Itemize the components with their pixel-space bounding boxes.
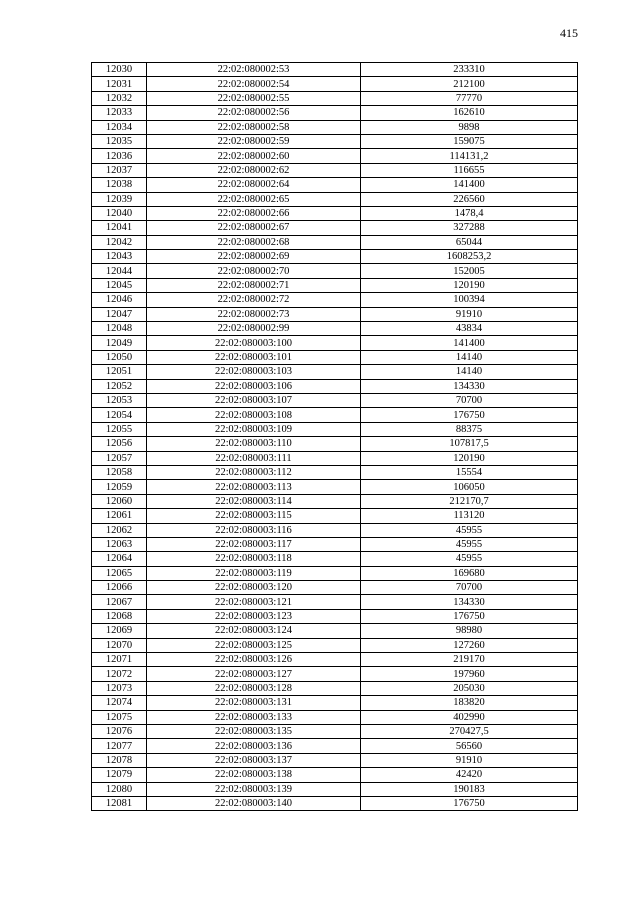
value-cell: 45955 [361,523,578,537]
cadastral-number-cell: 22:02:080003:140 [147,796,361,810]
value-cell: 116655 [361,163,578,177]
row-number-cell: 12048 [92,322,147,336]
value-cell: 205030 [361,681,578,695]
cadastral-number-cell: 22:02:080003:138 [147,768,361,782]
cadastral-table [91,62,578,811]
row-number-cell: 12037 [92,163,147,177]
row-number-cell: 12076 [92,724,147,738]
table-row [92,494,578,508]
value-cell: 65044 [361,235,578,249]
table-row [92,595,578,609]
table-row [92,365,578,379]
table-body [92,63,578,811]
cadastral-number-cell: 22:02:080003:126 [147,653,361,667]
cadastral-number-cell: 22:02:080002:59 [147,134,361,148]
row-number-cell: 12075 [92,710,147,724]
table-row [92,796,578,810]
table-row [92,480,578,494]
row-number-cell: 12080 [92,782,147,796]
value-cell: 88375 [361,422,578,436]
cadastral-number-cell: 22:02:080002:69 [147,250,361,264]
row-number-cell: 12065 [92,566,147,580]
table-row [92,609,578,623]
row-number-cell: 12062 [92,523,147,537]
cadastral-number-cell: 22:02:080003:110 [147,437,361,451]
row-number-cell: 12069 [92,624,147,638]
row-number-cell: 12043 [92,250,147,264]
value-cell: 43834 [361,322,578,336]
cadastral-number-cell: 22:02:080003:100 [147,336,361,350]
cadastral-number-cell: 22:02:080003:133 [147,710,361,724]
row-number-cell: 12068 [92,609,147,623]
row-number-cell: 12054 [92,408,147,422]
table-row [92,63,578,77]
cadastral-number-cell: 22:02:080003:115 [147,509,361,523]
value-cell: 98980 [361,624,578,638]
cadastral-number-cell: 22:02:080002:55 [147,91,361,105]
table-row [92,235,578,249]
value-cell: 134330 [361,595,578,609]
value-cell: 141400 [361,336,578,350]
table-row [92,422,578,436]
value-cell: 176750 [361,609,578,623]
value-cell: 183820 [361,696,578,710]
cadastral-number-cell: 22:02:080003:111 [147,451,361,465]
row-number-cell: 12053 [92,393,147,407]
row-number-cell: 12074 [92,696,147,710]
table-row [92,753,578,767]
row-number-cell: 12031 [92,77,147,91]
cadastral-number-cell: 22:02:080003:128 [147,681,361,695]
table-row [92,134,578,148]
value-cell: 113120 [361,509,578,523]
table-row [92,653,578,667]
cadastral-number-cell: 22:02:080003:113 [147,480,361,494]
row-number-cell: 12077 [92,739,147,753]
value-cell: 134330 [361,379,578,393]
value-cell: 212100 [361,77,578,91]
cadastral-number-cell: 22:02:080003:116 [147,523,361,537]
cadastral-number-cell: 22:02:080002:62 [147,163,361,177]
table-row [92,451,578,465]
table-row [92,581,578,595]
cadastral-number-cell: 22:02:080003:121 [147,595,361,609]
value-cell: 176750 [361,408,578,422]
cadastral-number-cell: 22:02:080003:106 [147,379,361,393]
value-cell: 141400 [361,178,578,192]
table-row [92,624,578,638]
value-cell: 100394 [361,293,578,307]
value-cell: 127260 [361,638,578,652]
cadastral-number-cell: 22:02:080002:53 [147,63,361,77]
value-cell: 56560 [361,739,578,753]
value-cell: 162610 [361,106,578,120]
cadastral-number-cell: 22:02:080002:56 [147,106,361,120]
value-cell: 212170,7 [361,494,578,508]
row-number-cell: 12033 [92,106,147,120]
cadastral-number-cell: 22:02:080003:123 [147,609,361,623]
row-number-cell: 12073 [92,681,147,695]
cadastral-number-cell: 22:02:080002:67 [147,221,361,235]
cadastral-number-cell: 22:02:080002:66 [147,206,361,220]
row-number-cell: 12066 [92,581,147,595]
table-row [92,638,578,652]
row-number-cell: 12058 [92,465,147,479]
row-number-cell: 12051 [92,365,147,379]
value-cell: 327288 [361,221,578,235]
table-row [92,206,578,220]
page-number: 415 [560,26,578,40]
value-cell: 77770 [361,91,578,105]
table-row [92,163,578,177]
table-row [92,336,578,350]
value-cell: 159075 [361,134,578,148]
row-number-cell: 12046 [92,293,147,307]
table-row [92,768,578,782]
row-number-cell: 12030 [92,63,147,77]
row-number-cell: 12061 [92,509,147,523]
table-row [92,91,578,105]
cadastral-number-cell: 22:02:080003:125 [147,638,361,652]
value-cell: 45955 [361,537,578,551]
value-cell: 42420 [361,768,578,782]
cadastral-number-cell: 22:02:080003:108 [147,408,361,422]
row-number-cell: 12070 [92,638,147,652]
cadastral-number-cell: 22:02:080003:136 [147,739,361,753]
cadastral-number-cell: 22:02:080003:120 [147,581,361,595]
row-number-cell: 12055 [92,422,147,436]
value-cell: 70700 [361,393,578,407]
cadastral-number-cell: 22:02:080003:101 [147,350,361,364]
row-number-cell: 12034 [92,120,147,134]
value-cell: 197960 [361,667,578,681]
row-number-cell: 12072 [92,667,147,681]
cadastral-number-cell: 22:02:080003:135 [147,724,361,738]
value-cell: 9898 [361,120,578,134]
value-cell: 15554 [361,465,578,479]
table-row [92,566,578,580]
row-number-cell: 12035 [92,134,147,148]
table-row [92,192,578,206]
row-number-cell: 12039 [92,192,147,206]
row-number-cell: 12032 [92,91,147,105]
table-row [92,710,578,724]
table-row [92,178,578,192]
table-row [92,322,578,336]
table-row [92,149,578,163]
row-number-cell: 12078 [92,753,147,767]
row-number-cell: 12047 [92,307,147,321]
value-cell: 106050 [361,480,578,494]
table-row [92,120,578,134]
table-row [92,552,578,566]
cadastral-number-cell: 22:02:080002:71 [147,278,361,292]
cadastral-number-cell: 22:02:080002:54 [147,77,361,91]
cadastral-number-cell: 22:02:080003:112 [147,465,361,479]
row-number-cell: 12045 [92,278,147,292]
cadastral-number-cell: 22:02:080002:73 [147,307,361,321]
row-number-cell: 12044 [92,264,147,278]
cadastral-number-cell: 22:02:080003:103 [147,365,361,379]
cadastral-number-cell: 22:02:080003:118 [147,552,361,566]
table-row [92,681,578,695]
table-row [92,724,578,738]
cadastral-number-cell: 22:02:080003:114 [147,494,361,508]
value-cell: 120190 [361,278,578,292]
cadastral-number-cell: 22:02:080002:65 [147,192,361,206]
row-number-cell: 12059 [92,480,147,494]
cadastral-number-cell: 22:02:080003:107 [147,393,361,407]
value-cell: 152005 [361,264,578,278]
row-number-cell: 12038 [92,178,147,192]
cadastral-number-cell: 22:02:080003:131 [147,696,361,710]
cadastral-number-cell: 22:02:080002:70 [147,264,361,278]
value-cell: 14140 [361,365,578,379]
cadastral-number-cell: 22:02:080003:119 [147,566,361,580]
value-cell: 1478,4 [361,206,578,220]
value-cell: 226560 [361,192,578,206]
row-number-cell: 12040 [92,206,147,220]
table-row [92,437,578,451]
table-row [92,293,578,307]
table-row [92,221,578,235]
table-row [92,465,578,479]
row-number-cell: 12060 [92,494,147,508]
table-row [92,739,578,753]
row-number-cell: 12071 [92,653,147,667]
table-row [92,250,578,264]
cadastral-number-cell: 22:02:080003:137 [147,753,361,767]
value-cell: 176750 [361,796,578,810]
row-number-cell: 12041 [92,221,147,235]
row-number-cell: 12063 [92,537,147,551]
row-number-cell: 12042 [92,235,147,249]
cadastral-number-cell: 22:02:080003:124 [147,624,361,638]
table-row [92,509,578,523]
cadastral-number-cell: 22:02:080003:127 [147,667,361,681]
value-cell: 169680 [361,566,578,580]
row-number-cell: 12079 [92,768,147,782]
value-cell: 114131,2 [361,149,578,163]
row-number-cell: 12050 [92,350,147,364]
value-cell: 91910 [361,753,578,767]
value-cell: 270427,5 [361,724,578,738]
value-cell: 233310 [361,63,578,77]
table-row [92,106,578,120]
cadastral-number-cell: 22:02:080002:72 [147,293,361,307]
table-row [92,667,578,681]
cadastral-number-cell: 22:02:080003:109 [147,422,361,436]
row-number-cell: 12036 [92,149,147,163]
value-cell: 402990 [361,710,578,724]
value-cell: 1608253,2 [361,250,578,264]
value-cell: 107817,5 [361,437,578,451]
table-row [92,408,578,422]
value-cell: 91910 [361,307,578,321]
row-number-cell: 12052 [92,379,147,393]
value-cell: 45955 [361,552,578,566]
row-number-cell: 12056 [92,437,147,451]
row-number-cell: 12049 [92,336,147,350]
cadastral-number-cell: 22:02:080002:60 [147,149,361,163]
value-cell: 219170 [361,653,578,667]
table-row [92,278,578,292]
cadastral-number-cell: 22:02:080002:58 [147,120,361,134]
cadastral-number-cell: 22:02:080002:64 [147,178,361,192]
cadastral-number-cell: 22:02:080003:117 [147,537,361,551]
row-number-cell: 12081 [92,796,147,810]
table-row [92,393,578,407]
row-number-cell: 12064 [92,552,147,566]
value-cell: 14140 [361,350,578,364]
table-row [92,350,578,364]
table-row [92,264,578,278]
cadastral-number-cell: 22:02:080003:139 [147,782,361,796]
table-row [92,379,578,393]
row-number-cell: 12057 [92,451,147,465]
table-row [92,77,578,91]
cadastral-number-cell: 22:02:080002:68 [147,235,361,249]
cadastral-number-cell: 22:02:080002:99 [147,322,361,336]
table-row [92,782,578,796]
row-number-cell: 12067 [92,595,147,609]
value-cell: 190183 [361,782,578,796]
table-row [92,537,578,551]
value-cell: 120190 [361,451,578,465]
value-cell: 70700 [361,581,578,595]
table-row [92,696,578,710]
table-row [92,523,578,537]
table-row [92,307,578,321]
